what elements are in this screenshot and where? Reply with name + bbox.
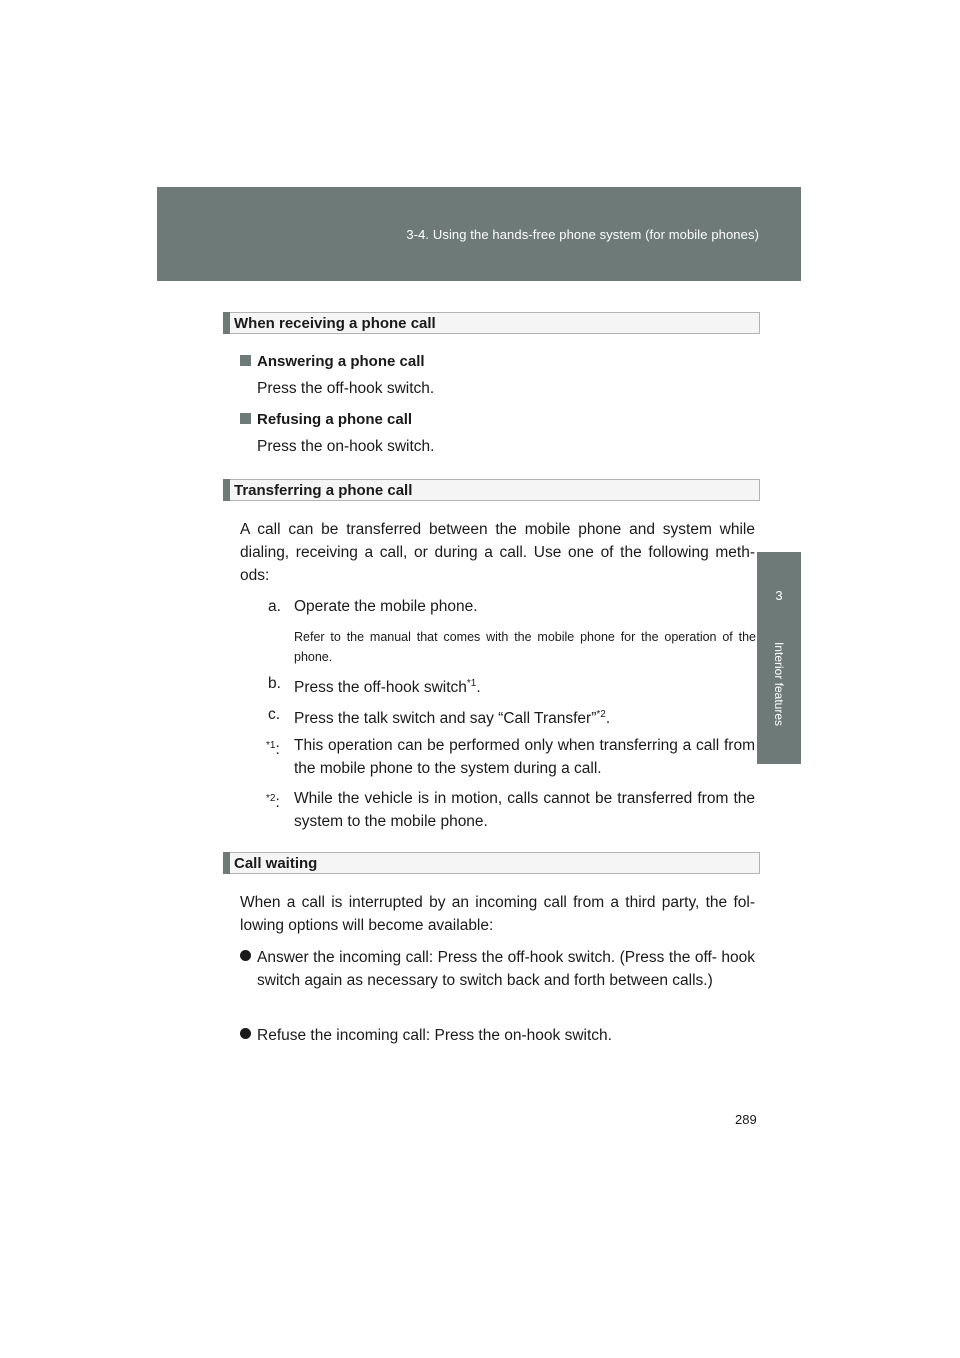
footnote-2: While the vehicle is in motion, calls cannot be transferred from the system to the mobile phone. (294, 790, 755, 830)
subheading-refusing: Refusing a phone call (240, 411, 412, 428)
footnote-1: This operation can be performed only when transferring a call from the mobile phone to the system during a call. (294, 737, 755, 777)
transfer-intro: A call can be transferred between the mobile phone and system while dialing, receiving a call, or during a call. Use one of the following meth- ods: (240, 521, 755, 584)
section-marker (223, 312, 230, 334)
option-c: Press the talk switch and say “Call Transfer”$^{*2}$. (294, 709, 611, 728)
footnote-2-marker: $^{*2}$: (266, 793, 280, 812)
section-header-waiting (223, 852, 760, 874)
footnote-1-marker: $^{*1}$: (266, 740, 280, 759)
section-marker (223, 852, 230, 874)
section-title: Transferring a phone call (234, 482, 413, 499)
chapter-number: 3 (775, 588, 783, 603)
footnote-ref-2: *2 (596, 709, 606, 720)
section-header-receiving (223, 312, 760, 334)
waiting-bullet-1: Answer the incoming call: Press the off-hook switch. (Press the off- hook switch again as necessary to switch back and forth between calls.) (257, 949, 755, 989)
option-a-marker: a. (268, 598, 281, 615)
waiting-intro: When a call is interrupted by an incoming call from a third party, the fol- lowing options will become available: (240, 894, 755, 934)
section-header-transferring (223, 479, 760, 501)
option-b-marker: b. (268, 675, 281, 692)
bullet-icon (240, 1024, 258, 1047)
chapter-tab (757, 552, 801, 764)
page-number: 289 (735, 1112, 757, 1127)
square-bullet-icon (240, 355, 251, 366)
footnote-ref-1: *1 (466, 678, 477, 689)
square-bullet-icon (240, 413, 251, 424)
waiting-bullet-2: Refuse the incoming call: Press the on-hook switch. (257, 1027, 612, 1044)
option-c-marker: c. (268, 706, 281, 723)
bullet-icon (240, 946, 258, 969)
option-b: Press the off-hook switch$^{*1}$. (294, 678, 481, 697)
breadcrumb: 3-4. Using the hands-free phone system (for mobile phones) (406, 227, 759, 242)
option-a-note: Refer to the manual that comes with the mobile phone for the operation of the phone. (294, 630, 756, 664)
header-band (157, 187, 801, 281)
section-title: Call waiting (234, 855, 318, 872)
section-title: When receiving a phone call (234, 315, 436, 332)
chapter-label: Interior features (772, 641, 786, 727)
subheading-answering: Answering a phone call (240, 353, 425, 370)
section-marker (223, 479, 230, 501)
refuse-text: Press the on-hook switch. (257, 438, 435, 455)
answer-text: Press the off-hook switch. (257, 380, 435, 397)
option-a: Operate the mobile phone. (294, 598, 478, 615)
